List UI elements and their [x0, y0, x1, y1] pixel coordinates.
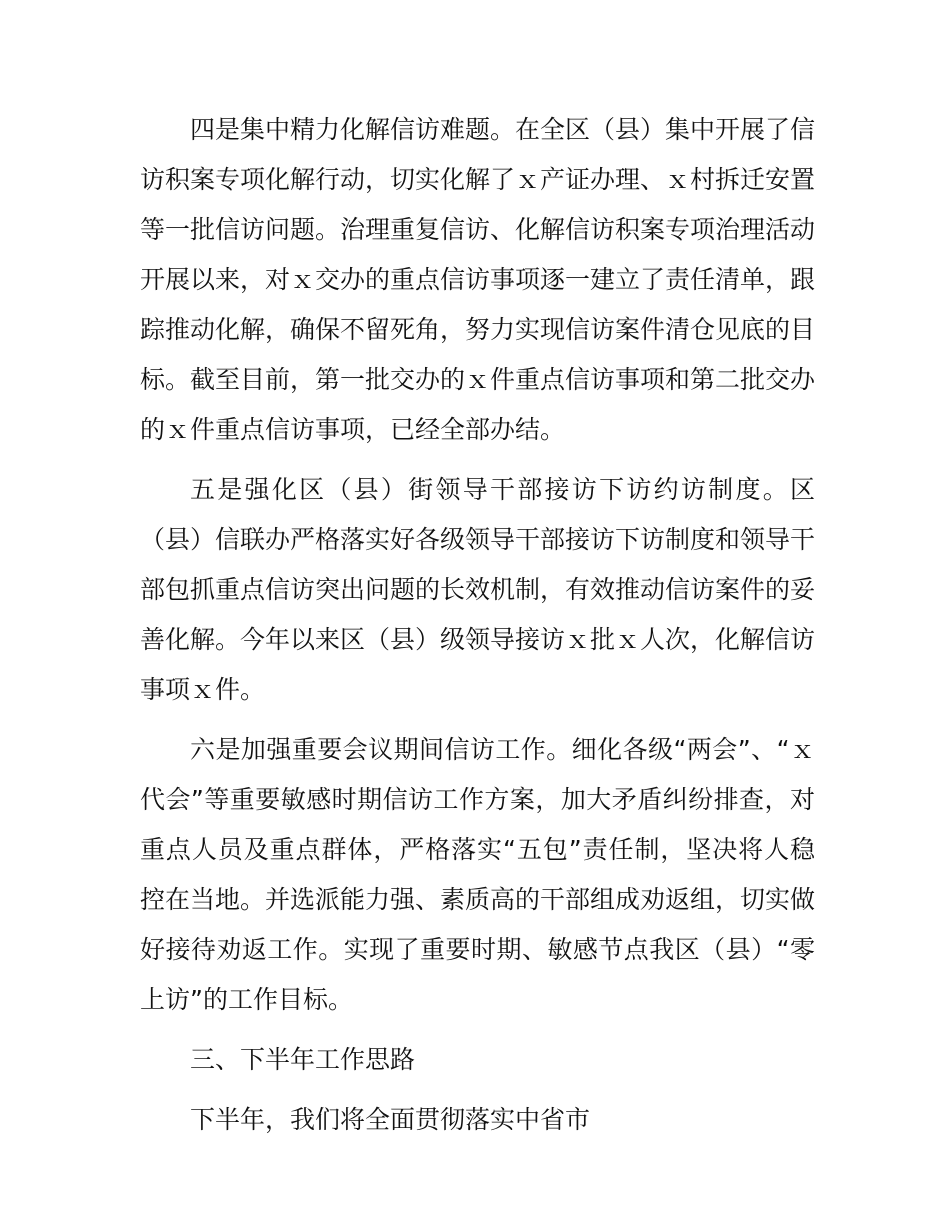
- paragraph-five: 五是强化区（县）街领导干部接访下访约访制度。区（县）信联办严格落实好各级领导干部接访下访制度和领导干部包抓重点信访突出问题的长效机制，有效推动信访案件的妥善化解。今年以来区（县）级领导接访ｘ批ｘ人次，化解信访事项ｘ件。: [140, 475, 816, 704]
- section-heading: 三、下半年工作思路: [190, 1045, 416, 1074]
- paragraph-six: 六是加强重要会议期间信访工作。细化各级“两会”、“ｘ代会”等重要敏感时期信访工作方案，加大矛盾纠纷排查，对重点人员及重点群体，严格落实“五包”责任制，坚决将人稳控在当地。并选派能力强、素质高的干部组成劝返组，切实做好接待劝返工作。实现了重要时期、敏感节点我区（县）“零上访”的工作目标。: [140, 735, 816, 1014]
- document-body: [140, 105, 815, 1155]
- closing-paragraph: 下半年，我们将全面贯彻落实中省市: [190, 1105, 591, 1134]
- paragraph-four: 四是集中精力化解信访难题。在全区（县）集中开展了信访积案专项化解行动，切实化解了ｘ产证办理、ｘ村拆迁安置等一批信访问题。治理重复信访、化解信访积案专项治理活动开展以来，对ｘ交办的重点信访事项逐一建立了责任清单，跟踪推动化解，确保不留死角，努力实现信访案件清仓见底的目标。截至目前，第一批交办的ｘ件重点信访事项和第二批交办的ｘ件重点信访事项，已经全部办结。: [140, 115, 816, 444]
